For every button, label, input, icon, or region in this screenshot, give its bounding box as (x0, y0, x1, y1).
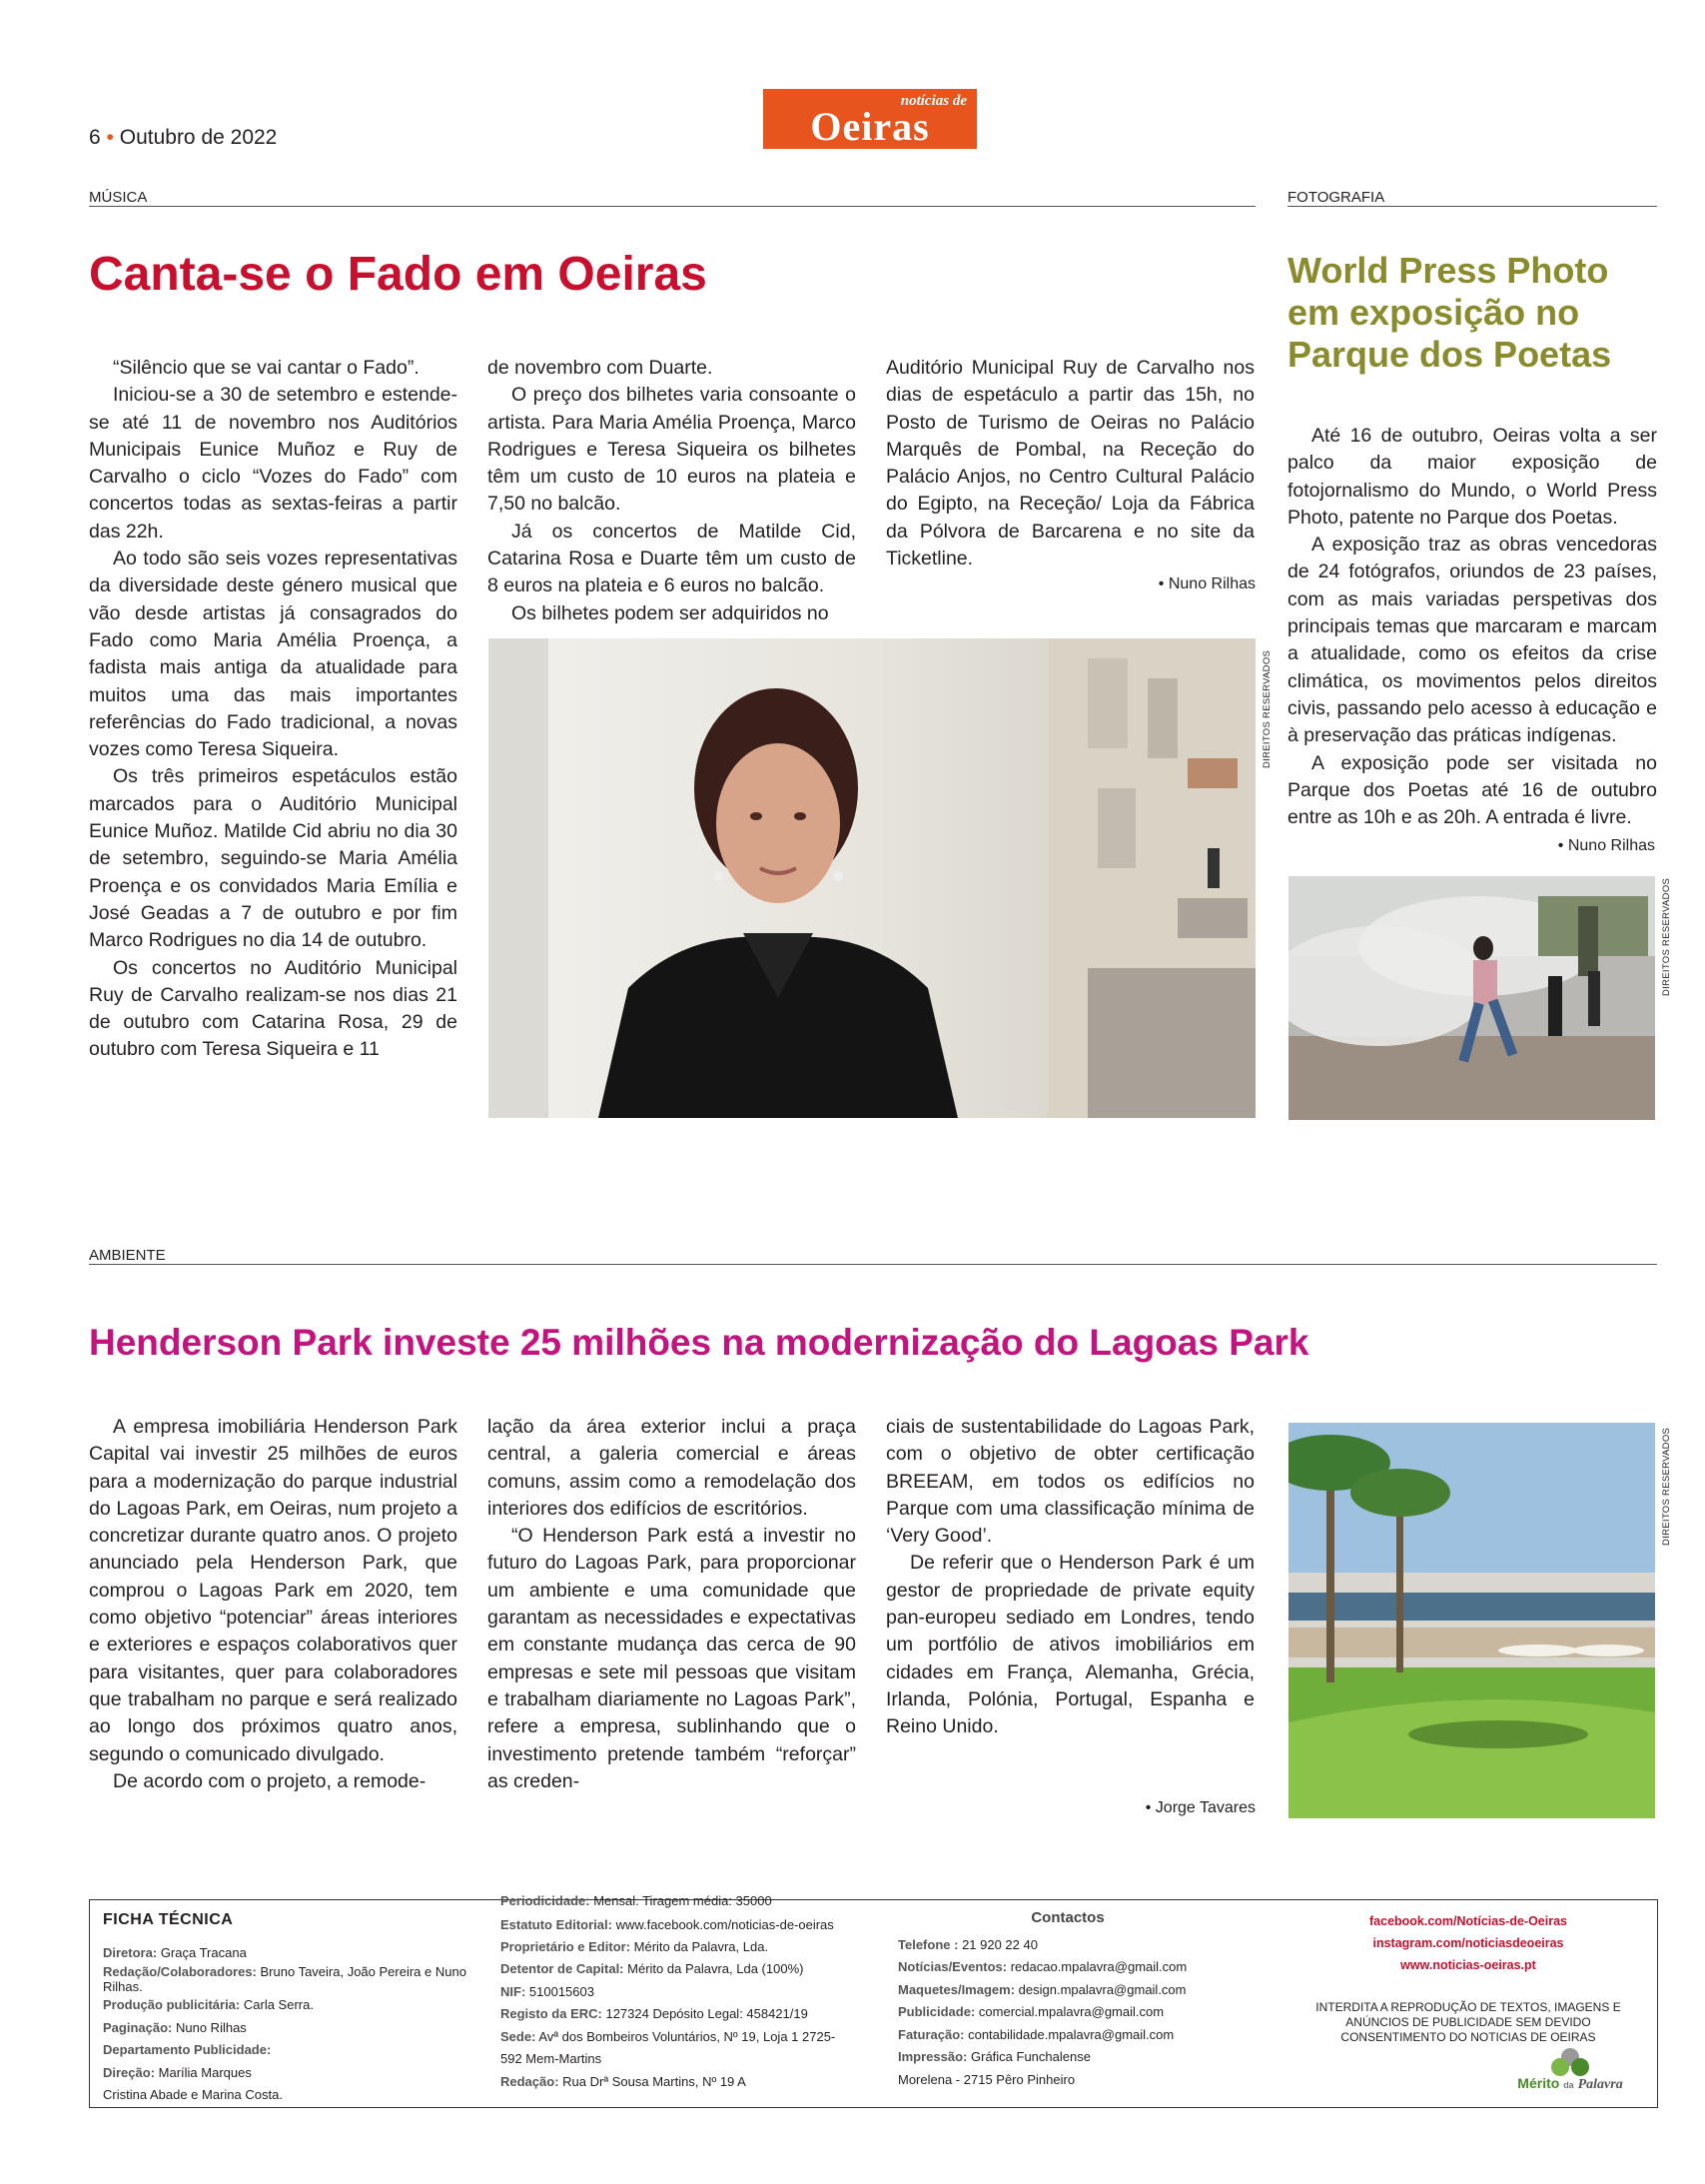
logo-text: Mérito da Palavra (1517, 2075, 1623, 2092)
issue-date: Outubro de 2022 (119, 126, 278, 149)
section-rule (89, 206, 1256, 207)
photo-illustration (1288, 876, 1655, 1120)
contacts (898, 1907, 1238, 2091)
info-item: Periodicidade: Mensal. Tiragem média: 35000 (500, 1893, 772, 1908)
section-label-ambiente: AMBIENTE (89, 1247, 166, 1264)
paragraph: ciais de sustentabilidade do Lagoas Park, com o objetivo de obter certificação BREEAM, em todos os edifícios no Parque com uma classificação mínima de ‘Very Good’. (886, 1416, 1255, 1548)
ficha-item: Produção publicitária: Carla Serra. (103, 1997, 314, 2012)
protest-photo (1288, 876, 1655, 1120)
copyright-notice: INTERDITA A REPRODUÇÃO DE TEXTOS, IMAGENS E ANÚNCIOS DE PUBLICIDADE SEM DEVIDO CONSENTIMENTO DO NOTICIAS DE OEIRAS (1315, 2000, 1621, 2044)
lagoas-park-photo (1288, 1423, 1655, 1818)
section-rule (89, 1264, 1657, 1265)
paragraph: Os concertos no Auditório Municipal Ruy de Carvalho realizam-se nos dias 21 de outubro com Catarina Rosa, 29 de outubro com Teresa Siqueira e 11 (89, 956, 457, 1061)
paragraph: Os bilhetes podem ser adquiridos no (511, 601, 829, 624)
ficha-item: Redação/Colaboradores: Bruno Taveira, João Pereira e Nuno Rilhas. (103, 1964, 466, 1994)
merito-da-palavra-logo (1500, 2045, 1640, 2095)
section-label-musica: MÚSICA (89, 189, 148, 206)
contact-item: Morelena - 2715 Pêro Pinheiro (898, 2071, 1076, 2087)
ficha-item: Diretora: Graça Tracana (103, 1944, 247, 1960)
facebook-link[interactable]: facebook.com/Notícias-de-Oeiras (1369, 1914, 1567, 1928)
author-signature: • Nuno Rilhas (1158, 575, 1256, 592)
paragraph: De acordo com o projeto, a remode- (113, 1769, 426, 1792)
ficha-tecnica-title: FICHA TÉCNICA (103, 1911, 234, 1928)
ficha-item: Paginação: Nuno Rilhas (103, 2019, 247, 2035)
newspaper-logo (763, 89, 977, 149)
info-item: Estatuto Editorial: www.facebook.com/noticias-de-oeiras (500, 1916, 834, 1932)
article-column-2 (487, 355, 856, 627)
info-item: NIF: 510015603 (500, 1983, 594, 1999)
ficha-list (103, 1942, 472, 2107)
article-column-3 (886, 1414, 1255, 1741)
photo-credit: DIREITOS RESERVADOS (1661, 1427, 1672, 1546)
instagram-link[interactable]: instagram.com/noticiasdeoeiras (1372, 1936, 1564, 1950)
contacts-title: Contactos (1031, 1909, 1105, 1926)
contact-item: Maquetes/Imagem: design.mpalavra@gmail.com (898, 1981, 1187, 1997)
info-item: Registo da ERC: 127324 Depósito Legal: 458421/19 (500, 2006, 808, 2021)
info-item: Detentor de Capital: Mérito da Palavra, Lda (100%) (500, 1961, 804, 1976)
contact-item: Telefone : 21 920 22 40 (898, 1936, 1038, 1952)
info-item: Sede: Avª dos Bombeiros Voluntários, Nº 19, Loja 1 2725-592 Mem-Martins (500, 2028, 836, 2066)
article-column-1 (89, 355, 457, 1064)
website-link[interactable]: www.noticias-oeiras.pt (1400, 1958, 1536, 1972)
info-item: Proprietário e Editor: Mérito da Palavra, Lda. (500, 1938, 769, 1954)
paragraph: Até 16 de outubro, Oeiras volta a ser palco da maior exposição de fotojornalismo do Mundo, o World Press Photo, patente no Parque dos Poetas. (1287, 425, 1657, 529)
fado-singer-photo (488, 638, 1256, 1118)
paragraph: Auditório Municipal Ruy de Carvalho nos dias de espetáculo a partir das 15h, no Posto de Turismo de Oeiras no Palácio Marquês de Pombal, na Receção do Palácio Anjos, no Centro Cultural Palácio do Egipto, na Receção/ Loja da Fábrica da Pólvora de Barcarena e no site da Ticketline. (886, 357, 1255, 570)
email-link[interactable]: design.mpalavra@gmail.com (1018, 1981, 1187, 1997)
contact-item: Publicidade: comercial.mpalavra@gmail.com (898, 2004, 1165, 2019)
paragraph: “Silêncio que se vai cantar o Fado”. (113, 357, 420, 379)
ficha-item: Cristina Abade e Marina Costa. (103, 2087, 283, 2102)
paragraph: De referir que o Henderson Park é um gestor de propriedade de private equity pan-europeu sediado em Londres, tendo um portfólio de ativos imobiliários em cidades em França, Alemanha, Grécia, Irlanda, Polónia, Portugal, Espanha e Reino Unido. (886, 1552, 1255, 1738)
paragraph: de novembro com Duarte. (487, 357, 713, 379)
publication-info (500, 1890, 850, 2093)
photo-credit: DIREITOS RESERVADOS (1661, 877, 1672, 996)
section-label-fotografia: FOTOGRAFIA (1287, 189, 1385, 206)
paragraph: lação da área exterior inclui a praça central, a galeria comercial e áreas comuns, assim como a remodelação dos interiores dos edifícios de escritórios. (487, 1416, 856, 1520)
paragraph: A empresa imobiliária Henderson Park Capital vai investir 25 milhões de euros para a modernização do parque industrial do Lagoas Park, em Oeiras, num projeto a concretizar durante quatro anos. O projeto anunciado pela Henderson Park, que comprou o Lagoas Park em 2020, tem como objetivo “potenciar” áreas interiores e exteriores e espaços colaborativos quer para visitantes, quer para colaboradores que trabalham no parque e será realizado ao longo dos próximos quatro anos, segundo o comunicado divulgado. (89, 1416, 457, 1765)
article-column-3 (886, 355, 1255, 572)
paragraph: A exposição traz as obras vencedoras de 24 fotógrafos, oriundos de 23 países, com as mais variadas perspetivas dos principais temas que marcaram e marcam a atualidade, como os efeitos da crise climática, os movimentos pelos direitos civis, passando pelo acesso à educação e à preservação das práticas indígenas. (1287, 534, 1657, 747)
paragraph: Ao todo são seis vozes representativas da diversidade deste género musical que vão desde artistas já consagrados do Fado como Maria Amélia Proença, a fadista mais antiga da atualidade para muitos uma das mais importantes referências do Fado tradicional, a novas vozes como Teresa Siqueira. (89, 547, 457, 761)
section-rule (1287, 206, 1657, 207)
photo-credit: DIREITOS RESERVADOS (1262, 649, 1273, 768)
paragraph: “O Henderson Park está a investir no futuro do Lagoas Park, para proporcionar um ambiente e uma comunidade que garantam as necessidades e expectativas em constante mudança das cerca de 90 empresas e sete mil pessoas que visitam e trabalham diariamente no Lagoas Park”, refere a empresa, sublinhando que o investimento pretende também “reforçar” as creden- (487, 1525, 856, 1792)
paragraph: A exposição pode ser visitada no Parque dos Poetas até 16 de outubro entre as 10h e as 20h. A entrada é livre. (1287, 751, 1657, 829)
bullet-separator: • (106, 126, 114, 149)
info-item: Redação: Rua Drª Sousa Martins, Nº 19 A (500, 2073, 746, 2089)
email-link[interactable]: contabilidade.mpalavra@gmail.com (968, 2026, 1175, 2042)
ficha-item: Direção: Marília Marques (103, 2064, 252, 2080)
article-title-henderson-park: Henderson Park investe 25 milhões na modernização do Lagoas Park (89, 1322, 1309, 1363)
email-link[interactable]: redacao.mpalavra@gmail.com (1010, 1959, 1188, 1974)
ficha-item: Departamento Publicidade: (103, 2042, 272, 2057)
paragraph: O preço dos bilhetes varia consoante o artista. Para Maria Amélia Proença, Marco Rodrigues e Teresa Siqueira os bilhetes têm um custo de 10 euros na plateia e 7,50 no balcão. (487, 384, 856, 516)
ficha-tecnica (103, 1909, 472, 2107)
article-column-photo (1287, 423, 1657, 831)
logo-small-text: notícias de (900, 93, 967, 109)
contact-item: Impressão: Gráfica Funchalense (898, 2049, 1091, 2064)
article-column-2 (487, 1414, 856, 1795)
logo-big-text: Oeiras (810, 104, 930, 149)
contact-item: Faturação: contabilidade.mpalavra@gmail.com (898, 2026, 1175, 2042)
article-title-world-press-photo: World Press Photo em exposição no Parque dos Poetas (1287, 250, 1612, 375)
page-number: 6 • Outubro de 2022 (89, 126, 278, 149)
paragraph: Iniciou-se a 30 de setembro e estende-se até 11 de novembro nos Auditórios Municipais Eunice Muñoz e Ruy de Carvalho o ciclo “Vozes do Fado” com concertos todas as sextas-feiras a partir das 22h. (89, 384, 457, 543)
photo-illustration (1288, 1423, 1655, 1818)
photo-illustration (488, 638, 1256, 1118)
paragraph: Já os concertos de Matilde Cid, Catarina Rosa e Duarte têm um custo de 8 euros na plateia e 6 euros no balcão. (487, 520, 856, 597)
contact-item: Notícias/Eventos: redacao.mpalavra@gmail.com (898, 1959, 1188, 1974)
author-signature: • Nuno Rilhas (1557, 837, 1655, 854)
article-column-1 (89, 1414, 457, 1795)
social-links (1318, 1910, 1618, 1976)
author-signature: • Jorge Tavares (1145, 1799, 1256, 1816)
article-title-fado: Canta-se o Fado em Oeiras (89, 248, 707, 301)
paragraph: Os três primeiros espetáculos estão marcados para o Auditório Municipal Eunice Muñoz. Matilde Cid abriu no dia 30 de setembro, seguindo-se Maria Amélia Proença e os convidados Maria Emília e José Geadas a 7 de outubro e por fim Marco Rodrigues no dia 14 de outubro. (89, 765, 457, 952)
email-link[interactable]: comercial.mpalavra@gmail.com (978, 2004, 1165, 2019)
